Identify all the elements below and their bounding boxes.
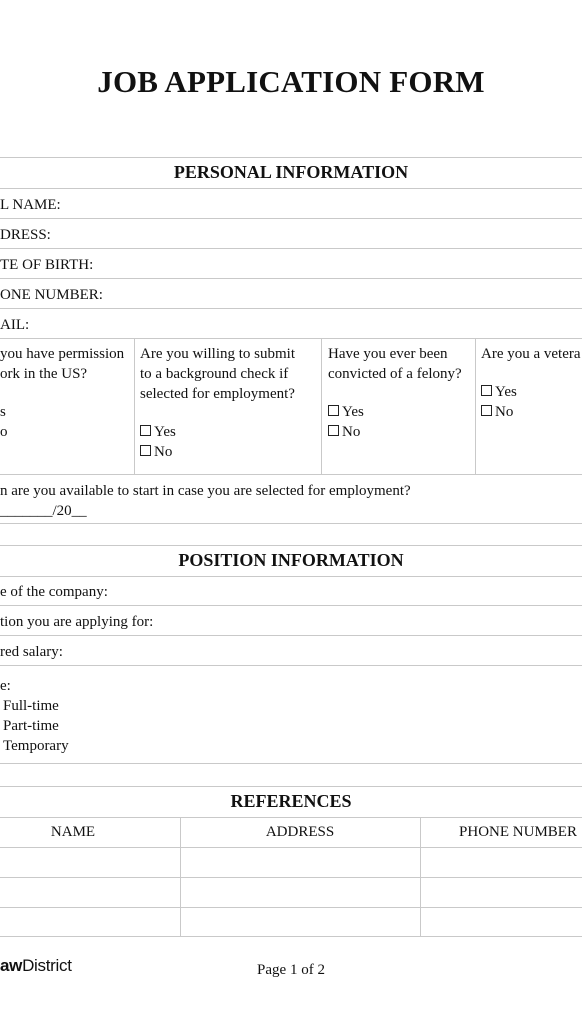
felony-no-option[interactable]: No xyxy=(328,422,462,442)
grid-divider xyxy=(321,338,322,474)
position-info-heading: POSITION INFORMATION xyxy=(178,550,404,570)
table-row xyxy=(0,936,582,937)
background-check-yes-option[interactable]: Yes xyxy=(140,422,295,442)
checkbox-icon[interactable] xyxy=(481,385,492,396)
availability-question: n are you available to start in case you are selected for employment? xyxy=(0,483,411,499)
question-text: you have permission xyxy=(0,346,125,362)
divider xyxy=(0,338,582,339)
divider xyxy=(0,635,582,636)
phone-number-label: ONE NUMBER: xyxy=(0,287,103,303)
divider xyxy=(0,817,582,818)
question-text: ork in the US? xyxy=(0,366,88,382)
checkbox-icon[interactable] xyxy=(140,425,151,436)
full-time-option[interactable]: Full-time xyxy=(3,698,59,714)
date-of-birth-label: TE OF BIRTH: xyxy=(0,257,94,273)
address-label: DRESS: xyxy=(0,227,51,243)
work-permission-no-option[interactable]: o xyxy=(0,424,8,440)
divider xyxy=(0,278,582,279)
full-name-label: L NAME: xyxy=(0,197,61,213)
question-text: Have you ever been xyxy=(328,346,448,362)
divider xyxy=(0,605,582,606)
personal-info-heading: PERSONAL INFORMATION xyxy=(173,162,409,182)
availability-date-field[interactable]: _______/20__ xyxy=(0,503,87,519)
position-label: tion you are applying for: xyxy=(0,614,154,630)
temporary-option[interactable]: Temporary xyxy=(3,738,69,754)
veteran-no-option[interactable]: No xyxy=(481,402,581,422)
divider xyxy=(0,665,582,666)
background-check-no-option[interactable]: No xyxy=(140,442,295,462)
references-heading: REFERENCES xyxy=(230,791,352,811)
divider xyxy=(0,188,582,189)
checkbox-icon[interactable] xyxy=(481,405,492,416)
divider xyxy=(0,218,582,219)
divider xyxy=(0,248,582,249)
form-title: JOB APPLICATION FORM xyxy=(97,64,485,99)
table-divider xyxy=(180,817,181,936)
felony-yes-option[interactable]: Yes xyxy=(328,402,462,422)
lawdistrict-logo: awDistrict xyxy=(0,956,72,975)
work-permission-yes-option[interactable]: s xyxy=(0,404,6,420)
divider xyxy=(0,545,582,546)
divider xyxy=(0,576,582,577)
divider xyxy=(0,523,582,524)
table-divider xyxy=(420,817,421,936)
grid-divider xyxy=(475,338,476,474)
page-number: Page 1 of 2 xyxy=(257,962,325,978)
veteran-yes-option[interactable]: Yes xyxy=(481,382,581,402)
work-permission-question xyxy=(0,344,124,442)
checkbox-icon[interactable] xyxy=(328,405,339,416)
employment-type-group xyxy=(0,676,69,756)
part-time-option[interactable]: Part-time xyxy=(3,718,59,734)
divider xyxy=(0,763,582,764)
question-text: convicted of a felony? xyxy=(328,366,462,382)
employment-type-label: e: xyxy=(0,678,11,694)
question-text: Are you a vetera xyxy=(481,346,581,362)
table-row xyxy=(0,907,582,908)
table-row xyxy=(0,847,582,848)
divider xyxy=(0,474,582,475)
divider xyxy=(0,786,582,787)
table-row xyxy=(0,877,582,878)
felony-question xyxy=(328,344,462,442)
question-text: to a background check if xyxy=(140,366,289,382)
background-check-question xyxy=(140,344,295,462)
question-text: selected for employment? xyxy=(140,386,295,402)
company-name-label: e of the company: xyxy=(0,584,108,600)
question-text: Are you willing to submit xyxy=(140,346,295,362)
grid-divider xyxy=(134,338,135,474)
veteran-question xyxy=(481,344,581,422)
email-label: AIL: xyxy=(0,317,30,333)
divider xyxy=(0,308,582,309)
desired-salary-label: red salary: xyxy=(0,644,63,660)
divider xyxy=(0,157,582,158)
checkbox-icon[interactable] xyxy=(140,445,151,456)
checkbox-icon[interactable] xyxy=(328,425,339,436)
